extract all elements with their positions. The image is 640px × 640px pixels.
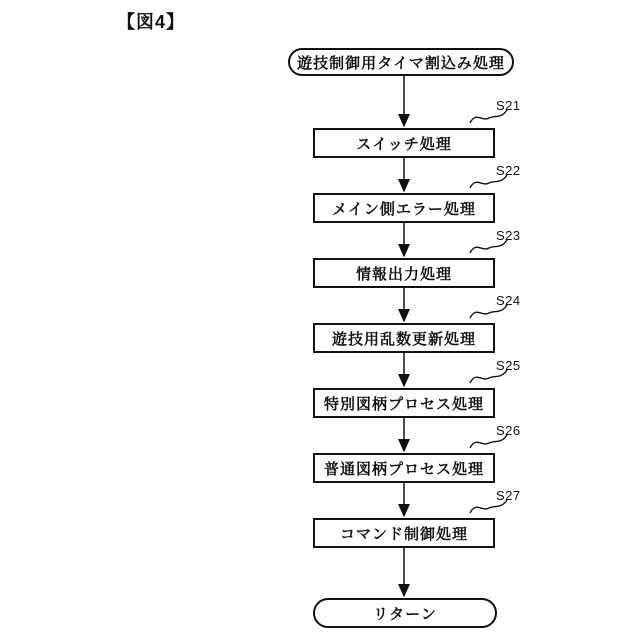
figure-label: 【図4】 [117,12,186,32]
step-id-s24: S24 [496,293,521,308]
process-box-s22: メイン側エラー処理 [313,193,495,223]
process-box-s21: スイッチ処理 [313,128,495,158]
start-terminal: 遊技制御用タイマ割込み処理 [288,48,514,76]
step-id-s25: S25 [496,358,521,373]
process-box-s23: 情報出力処理 [313,258,495,288]
process-box-s27: コマンド制御処理 [313,518,495,548]
process-box-s26: 普通図柄プロセス処理 [313,453,495,483]
process-box-s25: 特別図柄プロセス処理 [313,388,495,418]
step-id-s21: S21 [496,98,521,113]
return-terminal: リターン [313,598,497,628]
step-id-s23: S23 [496,228,521,243]
step-id-s22: S22 [496,163,521,178]
process-box-s24: 遊技用乱数更新処理 [313,323,495,353]
step-id-s27: S27 [496,488,521,503]
step-id-s26: S26 [496,423,521,438]
